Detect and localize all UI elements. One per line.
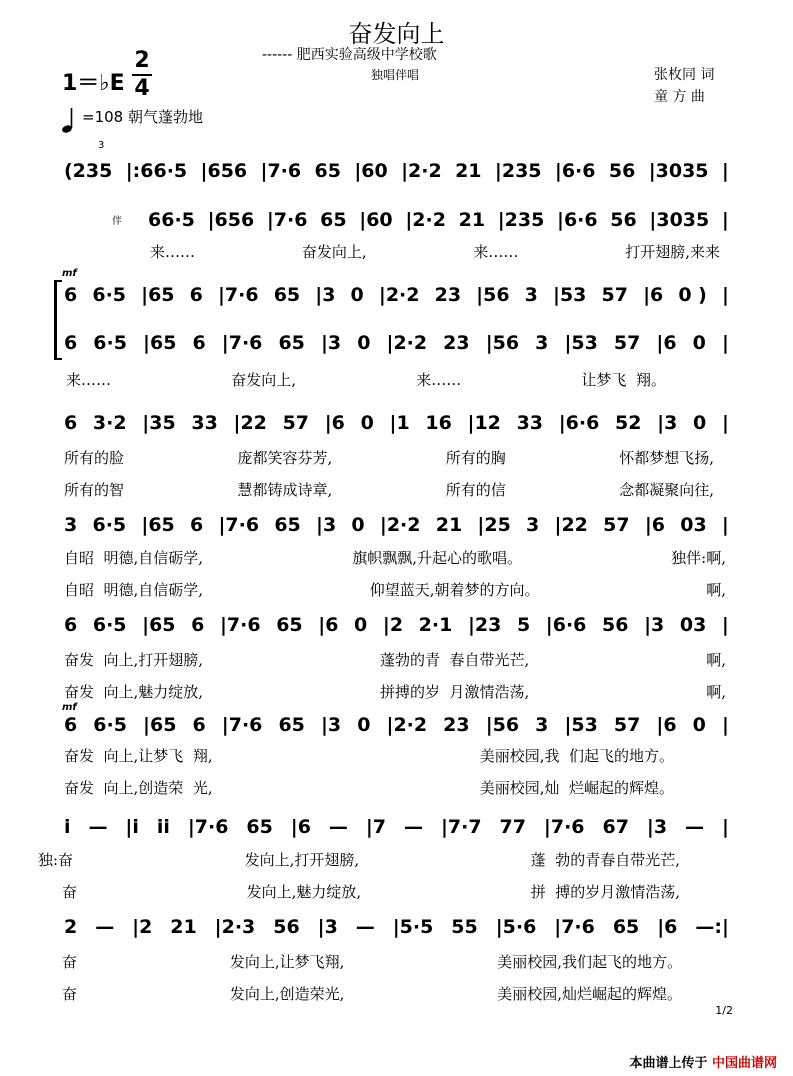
note-group: |3 xyxy=(646,816,668,838)
note-group: |6 xyxy=(656,714,677,736)
note-group: | xyxy=(721,332,729,354)
note-group: |3 xyxy=(317,916,338,938)
note-group: 56 xyxy=(602,614,629,636)
lyric-phrase: 仰望蓝天,朝着梦的方向。 xyxy=(369,580,540,599)
note-group: 56 xyxy=(273,916,300,938)
note-group: |3 xyxy=(315,284,336,306)
note-group: |2·2 xyxy=(401,160,442,182)
verse-a-lyric-2 xyxy=(64,478,714,500)
key-signature: 1＝♭E xyxy=(62,71,125,96)
note-group: 6 xyxy=(192,714,206,736)
note-group: | xyxy=(721,714,729,736)
lyric-phrase: 奋发 向上,魅力绽放, xyxy=(64,682,204,701)
note-group: 21 xyxy=(170,916,197,938)
lyric-phrase: 奋 xyxy=(62,882,78,901)
note-group: 77 xyxy=(499,816,526,838)
lyric-phrase: 拼 搏的岁月激情浩荡, xyxy=(530,882,680,901)
note-group: 21 xyxy=(435,514,463,536)
note-group: 6·5 xyxy=(93,714,127,736)
intro-accompaniment-row xyxy=(148,207,729,233)
note-group: |65 xyxy=(143,332,177,354)
lyric-phrase: 怀都梦想飞扬, xyxy=(619,448,714,467)
note-group: |22 xyxy=(233,412,267,434)
note-group: 6 xyxy=(64,714,78,736)
lyric-phrase: 拼搏的岁 月激情浩荡, xyxy=(379,682,530,701)
note-group: | xyxy=(721,514,729,536)
note-group: |7 xyxy=(365,816,387,838)
lyric-phrase: 奋发向上, xyxy=(301,242,367,261)
note-group: |53 xyxy=(564,332,598,354)
note-group: 23 xyxy=(434,284,462,306)
note-group: 67 xyxy=(602,816,629,838)
note-group: 0 xyxy=(692,332,706,354)
note-group: 57 xyxy=(282,412,310,434)
note-group: |35 xyxy=(142,412,176,434)
note-group: 5 xyxy=(516,614,531,636)
note-group: |7·6 xyxy=(217,284,259,306)
note-group: 6 xyxy=(64,614,78,636)
note-group: 3 xyxy=(526,514,540,536)
note-group: |6 xyxy=(643,284,664,306)
note-group: |656 xyxy=(207,209,255,231)
solo-b-lyric-1 xyxy=(62,950,682,972)
verse-b-lyric-1 xyxy=(64,546,726,568)
lyric-phrase: 所有的胸 xyxy=(445,448,506,467)
lyric-phrase: 奋发 向上,创造荣 光, xyxy=(64,778,213,797)
note-group: |7·6 xyxy=(218,514,260,536)
lyric-phrase: 来…… xyxy=(473,242,519,261)
note-group: |56 xyxy=(485,332,520,354)
note-group: |3 xyxy=(644,614,665,636)
note-group: |6·6 xyxy=(558,412,600,434)
note-group: — xyxy=(328,816,348,838)
note-group: |235 xyxy=(494,160,542,182)
note-group: 21 xyxy=(455,160,482,182)
note-group: 6 xyxy=(191,614,205,636)
lyric-phrase: 庞都笑容芬芳, xyxy=(237,448,333,467)
intro-lyric xyxy=(150,240,720,262)
note-group: — xyxy=(88,816,108,838)
note-group: 57 xyxy=(601,284,628,306)
note-group: 6·5 xyxy=(92,284,127,306)
chorus-b-lyric-2 xyxy=(64,776,674,798)
solo-a-lyric-1 xyxy=(38,848,680,870)
note-group: 56 xyxy=(608,160,636,182)
note-group: |3 xyxy=(657,412,678,434)
note-group: |2·2 xyxy=(386,332,428,354)
note-group: |22 xyxy=(554,514,588,536)
time-signature xyxy=(132,48,152,102)
note-group: 3 xyxy=(64,514,78,536)
note-group: — xyxy=(685,816,704,838)
lyric-phrase: 美丽校园,灿烂崛起的辉煌。 xyxy=(497,984,682,1003)
note-group: 6 xyxy=(64,284,78,306)
note-group: |6 xyxy=(290,816,311,838)
lyric-phrase: 独:奋 xyxy=(38,850,74,869)
note-group: |65 xyxy=(142,614,176,636)
site-logo-text[interactable]: 中国曲谱网 xyxy=(711,1056,777,1071)
note-group: — xyxy=(403,816,423,838)
note-group: 65 xyxy=(278,332,305,354)
note-group: | xyxy=(721,284,729,306)
note-group: 65 xyxy=(320,209,347,231)
note-group: 3 xyxy=(535,332,549,354)
note-group: |53 xyxy=(553,284,587,306)
note-group: 65 xyxy=(273,284,301,306)
lyric-phrase: 奋 xyxy=(62,952,78,971)
note-group: 6·5 xyxy=(92,614,127,636)
note-group: 65 xyxy=(612,916,640,938)
note-group: 6 xyxy=(190,514,204,536)
note-group: | xyxy=(721,412,729,434)
note-group: |7·6 xyxy=(221,332,263,354)
lyric-phrase: 发向上,打开翅膀, xyxy=(244,850,360,869)
note-group: (235 xyxy=(64,160,113,182)
chorus-a-notes xyxy=(64,612,729,638)
note-group: |7·6 xyxy=(187,816,229,838)
lyric-phrase: 奋 xyxy=(62,984,78,1003)
lyric-phrase: 所有的信 xyxy=(445,480,506,499)
note-group: 0 xyxy=(693,412,707,434)
note-group: — xyxy=(95,916,115,938)
verse-a-lyric-1 xyxy=(64,446,714,468)
time-bottom: 4 xyxy=(134,76,150,101)
note-group: |6·6 xyxy=(545,614,587,636)
note-group: |12 xyxy=(467,412,501,434)
chorus-a-lyric-2 xyxy=(64,680,726,702)
note-group: 6 xyxy=(64,332,78,354)
note-group: |1 xyxy=(389,412,410,434)
note-group: — xyxy=(355,916,375,938)
note-group: 23 xyxy=(443,714,470,736)
note-group: 0 xyxy=(360,412,374,434)
note-group: |7·7 xyxy=(440,816,482,838)
lyric-phrase: 美丽校园,我们起飞的地方。 xyxy=(497,952,682,971)
note-group: |2·3 xyxy=(214,916,256,938)
note-group: 03 xyxy=(680,514,707,536)
note-group: |2·2 xyxy=(378,284,420,306)
note-group: 0 ) xyxy=(678,284,707,306)
note-group: |3035 xyxy=(649,209,710,231)
system-bracket xyxy=(54,280,62,360)
tempo-marking: =108 朝气蓬勃地 xyxy=(82,108,203,126)
note-group: |3 xyxy=(320,714,342,736)
note-group: 16 xyxy=(425,412,452,434)
chorus-b-lyric-1 xyxy=(64,744,674,766)
verse-a-notes xyxy=(64,410,729,436)
note-group: 0 xyxy=(357,714,371,736)
lyric-phrase: 发向上,魅力绽放, xyxy=(246,882,362,901)
lyric-phrase: 慧都铸成诗章, xyxy=(237,480,333,499)
note-group: |6·6 xyxy=(554,160,596,182)
note-group: 3 xyxy=(524,284,538,306)
note-group: |53 xyxy=(564,714,598,736)
note-group: 21 xyxy=(458,209,486,231)
lyric-phrase: 奋发向上, xyxy=(231,370,296,389)
page-number: 1/2 xyxy=(715,1004,733,1017)
note-group: 33 xyxy=(191,412,218,434)
note-group: | xyxy=(721,614,729,636)
note-group: 65 xyxy=(246,816,273,838)
note-group: 0 xyxy=(692,714,706,736)
note-group: 65 xyxy=(314,160,341,182)
note-group: |7·6 xyxy=(221,714,263,736)
solo-b-notes xyxy=(64,914,729,940)
note-group: |6·6 xyxy=(557,209,598,231)
verse-b-notes xyxy=(64,512,729,538)
note-group: ii xyxy=(156,816,170,838)
note-group: |6 xyxy=(324,412,345,434)
lyric-phrase: 自昭 明德,自信砺学, xyxy=(64,580,204,599)
note-group: |:66·5 xyxy=(125,160,188,182)
note-group: 03 xyxy=(679,614,707,636)
lyric-phrase: 啊, xyxy=(706,580,726,599)
section2-lyric xyxy=(66,368,666,390)
subtitle: ------ 肥西实验高级中学校歌 xyxy=(262,47,437,63)
solo-b-lyric-2 xyxy=(62,982,682,1004)
note-group: 6 xyxy=(192,332,206,354)
note-group: 3 xyxy=(535,714,549,736)
lyric-phrase: 美丽校园,灿 烂崛起的辉煌。 xyxy=(479,778,674,797)
chorus-a-lyric-1 xyxy=(64,648,726,670)
lyric-phrase: 发向上,让梦飞翔, xyxy=(229,952,345,971)
lyric-phrase: 奋发 向上,打开翅膀, xyxy=(64,650,204,669)
note-group: —:| xyxy=(695,916,729,938)
note-group: | xyxy=(721,160,729,182)
note-group: i xyxy=(64,816,71,838)
composer: 童 方 曲 xyxy=(654,89,705,105)
note-group: 57 xyxy=(603,514,630,536)
note-group: |56 xyxy=(485,714,520,736)
lyric-phrase: 自昭 明德,自信砺学, xyxy=(64,548,204,567)
note-group: |2·2 xyxy=(386,714,428,736)
note-group: |65 xyxy=(143,714,177,736)
note-group: |65 xyxy=(141,284,175,306)
note-group: |i xyxy=(125,816,139,838)
lyric-phrase: 让梦飞 翔。 xyxy=(581,370,666,389)
note-group: 65 xyxy=(276,614,303,636)
time-top: 2 xyxy=(132,48,152,76)
note-group: |7·6 xyxy=(543,816,585,838)
note-group: |235 xyxy=(497,209,545,231)
note-group: |60 xyxy=(354,160,388,182)
note-group: |7·6 xyxy=(554,916,595,938)
note-group: |60 xyxy=(359,209,393,231)
note-group: 6·5 xyxy=(92,514,127,536)
upload-text: 本曲谱上传于 xyxy=(629,1056,708,1071)
note-group: 6·5 xyxy=(93,332,127,354)
solo-a-notes xyxy=(64,814,729,840)
lyric-phrase: 来…… xyxy=(66,370,112,389)
note-group: | xyxy=(721,816,729,838)
note-group: 33 xyxy=(516,412,544,434)
note-group: 3·2 xyxy=(92,412,127,434)
note-group: |56 xyxy=(476,284,510,306)
lyric-phrase: 蓬 勃的青春自带光芒, xyxy=(530,850,680,869)
page-title: 奋发向上 xyxy=(348,20,445,48)
lyric-phrase: 啊, xyxy=(706,682,726,701)
dynamic-mark: mf xyxy=(62,268,77,279)
note-group: 2·1 xyxy=(418,614,453,636)
note-group: 0 xyxy=(357,332,371,354)
note-group: 66·5 xyxy=(148,209,195,231)
lyric-phrase: 独伴:啊, xyxy=(671,548,726,567)
note-group: 65 xyxy=(274,514,301,536)
note-group: 0 xyxy=(350,284,364,306)
note-group: |3035 xyxy=(648,160,709,182)
note-group: 2 xyxy=(64,916,78,938)
note-group: 0 xyxy=(351,514,365,536)
lyric-phrase: 旗帜飘飘,升起心的歌唱。 xyxy=(352,548,523,567)
note-group: |6 xyxy=(656,332,677,354)
note-group: |6 xyxy=(657,916,678,938)
lyric-phrase: 所有的脸 xyxy=(64,448,125,467)
note-group: 57 xyxy=(613,332,641,354)
lyric-phrase: 发向上,创造荣光, xyxy=(229,984,345,1003)
note-group: |3 xyxy=(320,332,342,354)
chorus-b-notes xyxy=(64,712,729,738)
note-group: |6 xyxy=(318,614,339,636)
note-group: 57 xyxy=(613,714,641,736)
note-group: |65 xyxy=(141,514,175,536)
footer-credit xyxy=(629,1052,777,1071)
note-group: |7·6 xyxy=(219,614,261,636)
note-group: |7·6 xyxy=(266,209,308,231)
lyric-phrase: 奋发 向上,让梦飞 翔, xyxy=(64,746,213,765)
lyric-phrase: 啊, xyxy=(706,650,726,669)
triplet-mark: 3 xyxy=(98,140,105,151)
note-group: 23 xyxy=(443,332,470,354)
note-group: 52 xyxy=(615,412,642,434)
lyric-phrase: 打开翅膀,来来 xyxy=(625,242,720,261)
note-group: 56 xyxy=(610,209,637,231)
solo-a-lyric-2 xyxy=(62,880,680,902)
quarter-note-icon xyxy=(62,108,76,134)
note-group: |656 xyxy=(200,160,248,182)
lyric-phrase: 所有的智 xyxy=(64,480,125,499)
section2-accompaniment-row xyxy=(64,330,729,356)
note-group: 0 xyxy=(354,614,368,636)
note-group: |2 xyxy=(382,614,404,636)
lyric-phrase: 美丽校园,我 们起飞的地方。 xyxy=(479,746,674,765)
note-group: 6 xyxy=(189,284,203,306)
lyric-phrase: 蓬勃的青 春自带光芒, xyxy=(379,650,530,669)
note-group: 55 xyxy=(451,916,478,938)
intro-melody-row xyxy=(64,158,729,184)
accompaniment-label: 伴 xyxy=(112,216,122,227)
note-group: |5·5 xyxy=(392,916,434,938)
lyricist: 张枚同 词 xyxy=(654,67,715,83)
note-group: |23 xyxy=(467,614,502,636)
note-group: 6 xyxy=(64,412,78,434)
dynamic-mark-2: mf xyxy=(62,702,77,713)
note-group: |5·6 xyxy=(495,916,537,938)
note-group: |7·6 xyxy=(260,160,302,182)
verse-b-lyric-2 xyxy=(64,578,726,600)
note-group: 65 xyxy=(278,714,305,736)
note-group: |2·2 xyxy=(405,209,446,231)
note-group: |2·2 xyxy=(379,514,421,536)
lyric-phrase: 来…… xyxy=(150,242,196,261)
note-group: |6 xyxy=(644,514,665,536)
lyric-phrase: 念都凝聚向往, xyxy=(619,480,714,499)
performance-mode: 独唱伴唱 xyxy=(371,68,420,82)
note-group: |25 xyxy=(477,514,511,536)
lyric-phrase: 来…… xyxy=(416,370,462,389)
note-group: |3 xyxy=(316,514,337,536)
section2-melody-row xyxy=(64,282,729,308)
note-group: |2 xyxy=(132,916,153,938)
note-group: | xyxy=(721,209,729,231)
